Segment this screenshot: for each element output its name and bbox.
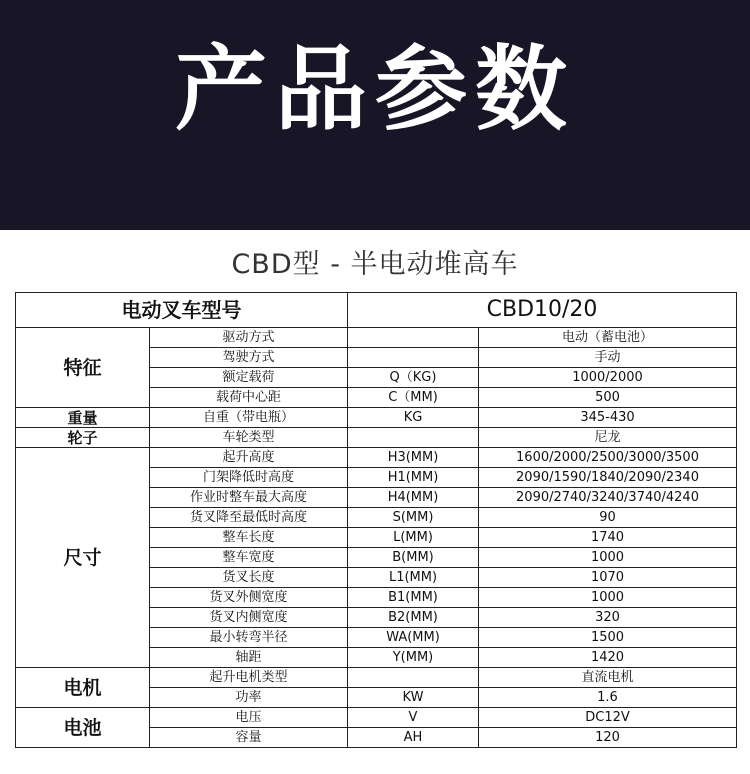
banner-title: 产品参数 [174,36,575,143]
param-value: 1500 [479,628,737,648]
param-value: 2090/1590/1840/2090/2340 [479,468,737,488]
param-name: 电压 [150,708,348,728]
category-cell-weight: 重量 [16,408,150,428]
param-value: 320 [479,608,737,628]
param-unit: S(MM) [348,508,479,528]
param-name: 容量 [150,728,348,748]
param-unit: AH [348,728,479,748]
param-name: 起升电机类型 [150,668,348,688]
product-subtitle: CBD型 - 半电动堆高车 [231,249,519,280]
param-value: 1.6 [479,688,737,708]
category-cell-dimensions: 尺寸 [16,448,150,668]
param-value: 尼龙 [479,428,737,448]
table-row [16,328,737,348]
param-name: 货叉内侧宽度 [150,608,348,628]
param-value: 直流电机 [479,668,737,688]
param-value: 1070 [479,568,737,588]
param-name: 最小转弯半径 [150,628,348,648]
param-value: 电动（蓄电池） [479,328,737,348]
param-name: 货叉外侧宽度 [150,588,348,608]
param-unit [348,428,479,448]
category-cell-features: 特征 [16,328,150,408]
param-value: 90 [479,508,737,528]
param-unit: B1(MM) [348,588,479,608]
category-cell-motor: 电机 [16,668,150,708]
param-unit: L(MM) [348,528,479,548]
param-value: 手动 [479,348,737,368]
param-unit [348,348,479,368]
param-name: 自重（带电瓶） [150,408,348,428]
param-name: 轴距 [150,648,348,668]
param-name: 整车宽度 [150,548,348,568]
param-name: 货叉降至最低时高度 [150,508,348,528]
param-name: 整车长度 [150,528,348,548]
param-name: 门架降低时高度 [150,468,348,488]
param-name: 额定载荷 [150,368,348,388]
category-cell-wheels: 轮子 [16,428,150,448]
param-name: 功率 [150,688,348,708]
param-name: 驾驶方式 [150,348,348,368]
param-value: 120 [479,728,737,748]
param-name: 作业时整车最大高度 [150,488,348,508]
param-value: DC12V [479,708,737,728]
table-row [16,448,737,468]
param-unit: Q（KG) [348,368,479,388]
param-unit: B(MM) [348,548,479,568]
param-unit: C（MM) [348,388,479,408]
param-unit: H1(MM) [348,468,479,488]
param-value: 2090/2740/3240/3740/4240 [479,488,737,508]
header-banner [0,0,750,230]
param-name: 车轮类型 [150,428,348,448]
spec-table [15,292,737,748]
category-cell-battery: 电池 [16,708,150,748]
param-name: 货叉长度 [150,568,348,588]
param-value: 1740 [479,528,737,548]
param-unit [348,668,479,688]
param-unit: KG [348,408,479,428]
param-value: 1000 [479,588,737,608]
param-unit: H4(MM) [348,488,479,508]
param-value: 500 [479,388,737,408]
param-name: 载荷中心距 [150,388,348,408]
param-value: 1000 [479,548,737,568]
param-unit: H3(MM) [348,448,479,468]
param-value: 1600/2000/2500/3000/3500 [479,448,737,468]
param-value: 1420 [479,648,737,668]
param-value: 1000/2000 [479,368,737,388]
table-row [16,408,737,428]
table-row [16,428,737,448]
param-unit: B2(MM) [348,608,479,628]
param-unit: Y(MM) [348,648,479,668]
param-unit: V [348,708,479,728]
table-row [16,668,737,688]
param-unit: KW [348,688,479,708]
param-name: 驱动方式 [150,328,348,348]
param-value: 345-430 [479,408,737,428]
model-label: 电动叉车型号 [16,293,348,328]
param-unit [348,328,479,348]
param-unit: L1(MM) [348,568,479,588]
table-header-row [16,293,737,328]
model-value: CBD10/20 [348,293,737,328]
param-name: 起升高度 [150,448,348,468]
param-unit: WA(MM) [348,628,479,648]
table-row [16,708,737,728]
